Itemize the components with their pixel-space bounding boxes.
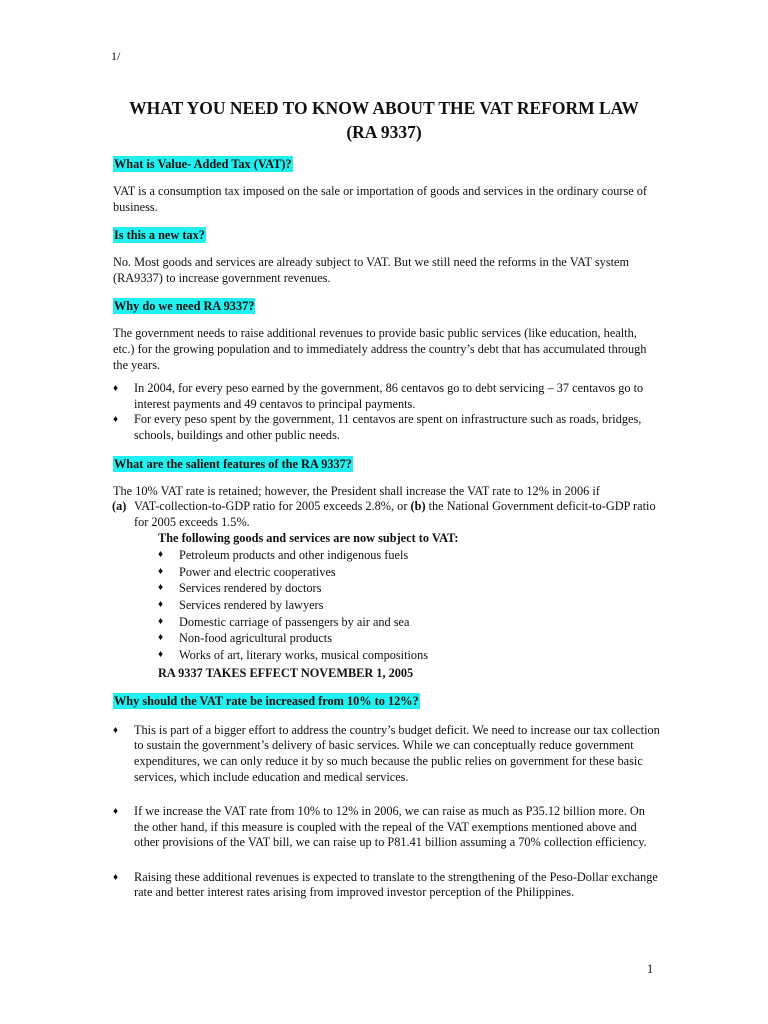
diamond-bullet-icon: ♦ [113, 871, 119, 883]
list-item: ♦ For every peso spent by the government, 11 centavos are spent on infrastructure such as roads, bridges, schools, buildings and other public needs. [113, 412, 642, 442]
list-item: ♦ If we increase the VAT rate from 10% to 12% in 2006, we can raise as much as P35.12 billion more. On the other hand, if this measure is coupled with the repeal of the VAT exemptions mentioned above and other provisions of the VAT bill, we can raise up to P81.41 billion assuming a 70% collection efficiency. [113, 804, 647, 850]
diamond-bullet-icon: ♦ [113, 383, 119, 395]
question-heading-rate-increase: Why should the VAT rate be increased from 10% to 12%? [114, 693, 419, 708]
condition-a-tag: (a) [112, 499, 127, 514]
title-line-2: (RA 9337) [346, 122, 422, 142]
vat-subject-heading: The following goods and services are now subject to VAT: [158, 531, 459, 546]
answer-vat-definition: VAT is a consumption tax imposed on the sale or importation of goods and services in the ordinary course of business. [113, 184, 648, 214]
page-marker: 1/ [111, 49, 121, 63]
list-item: ♦ Services rendered by doctors [158, 581, 322, 596]
diamond-bullet-icon: ♦ [113, 414, 119, 426]
salient-features-intro: The 10% VAT rate is retained; however, the President shall increase the VAT rate to 12% in 2006 if [113, 483, 600, 498]
rate-increase-reasons [113, 723, 661, 901]
rate-increase-conditions: (a) VAT-collection-to-GDP ratio for 2005 exceeds 2.8%, or (b) the National Government deficit-to-GDP ratio for 2005 exceeds 1.5%. [112, 499, 656, 529]
diamond-bullet-icon: ♦ [113, 806, 119, 818]
diamond-bullet-icon: ♦ [158, 632, 164, 644]
list-item: ♦ Power and electric cooperatives [158, 564, 336, 579]
effectivity-date: RA 9337 TAKES EFFECT NOVEMBER 1, 2005 [158, 665, 414, 680]
page-number: 1 [647, 962, 654, 976]
diamond-bullet-icon: ♦ [158, 565, 164, 577]
list-item: ♦ In 2004, for every peso earned by the government, 86 centavos go to debt servicing – 37 centavos go to interest payments and 49 centavos to principal payments. [113, 381, 644, 411]
debt-facts-list [113, 381, 661, 443]
answer-new-tax: No. Most goods and services are already subject to VAT. But we still need the reforms in the VAT system (RA9337) to increase government revenues. [113, 255, 630, 285]
question-heading-new-tax: Is this a new tax? [114, 228, 205, 243]
question-heading-why-ra9337: Why do we need RA 9337? [114, 299, 255, 314]
list-item: ♦ This is part of a bigger effort to address the country’s budget deficit. We need to increase our tax collection to sustain the government’s delivery of basic services. While we can conceptually reduce government expenditures, we can only reduce it by so much because the public relies on government for these basic services, which include education and medical services. [113, 722, 660, 784]
list-item: ♦ Non-food agricultural products [158, 631, 332, 646]
question-heading-salient-features: What are the salient features of the RA 9337? [114, 456, 352, 471]
diamond-bullet-icon: ♦ [158, 598, 164, 610]
diamond-bullet-icon: ♦ [158, 548, 164, 560]
condition-b-tag: (b) [410, 499, 426, 514]
answer-why-ra9337: The government needs to raise additional revenues to provide basic public services (like education, health, etc.) for the growing population and to immediately address the country’s debt that has accumulated through the years. [113, 326, 647, 372]
list-item: ♦ Works of art, literary works, musical compositions [158, 648, 428, 663]
diamond-bullet-icon: ♦ [158, 582, 164, 594]
document-title [60, 96, 708, 144]
list-item: ♦ Domestic carriage of passengers by air and sea [158, 614, 410, 629]
diamond-bullet-icon: ♦ [158, 615, 164, 627]
list-item: ♦ Raising these additional revenues is expected to translate to the strengthening of the Peso-Dollar exchange rate and better interest rates arising from improved investor perception of the Philippines. [113, 869, 658, 900]
vat-subject-list [113, 547, 661, 664]
question-heading-vat: What is Value- Added Tax (VAT)? [114, 157, 292, 171]
title-line-1: WHAT YOU NEED TO KNOW ABOUT THE VAT REFORM LAW [129, 98, 639, 118]
document-body [113, 156, 661, 901]
diamond-bullet-icon: ♦ [158, 649, 164, 661]
list-item: ♦ Petroleum products and other indigenous fuels [158, 547, 409, 562]
list-item: ♦ Services rendered by lawyers [158, 597, 324, 612]
diamond-bullet-icon: ♦ [113, 724, 119, 736]
